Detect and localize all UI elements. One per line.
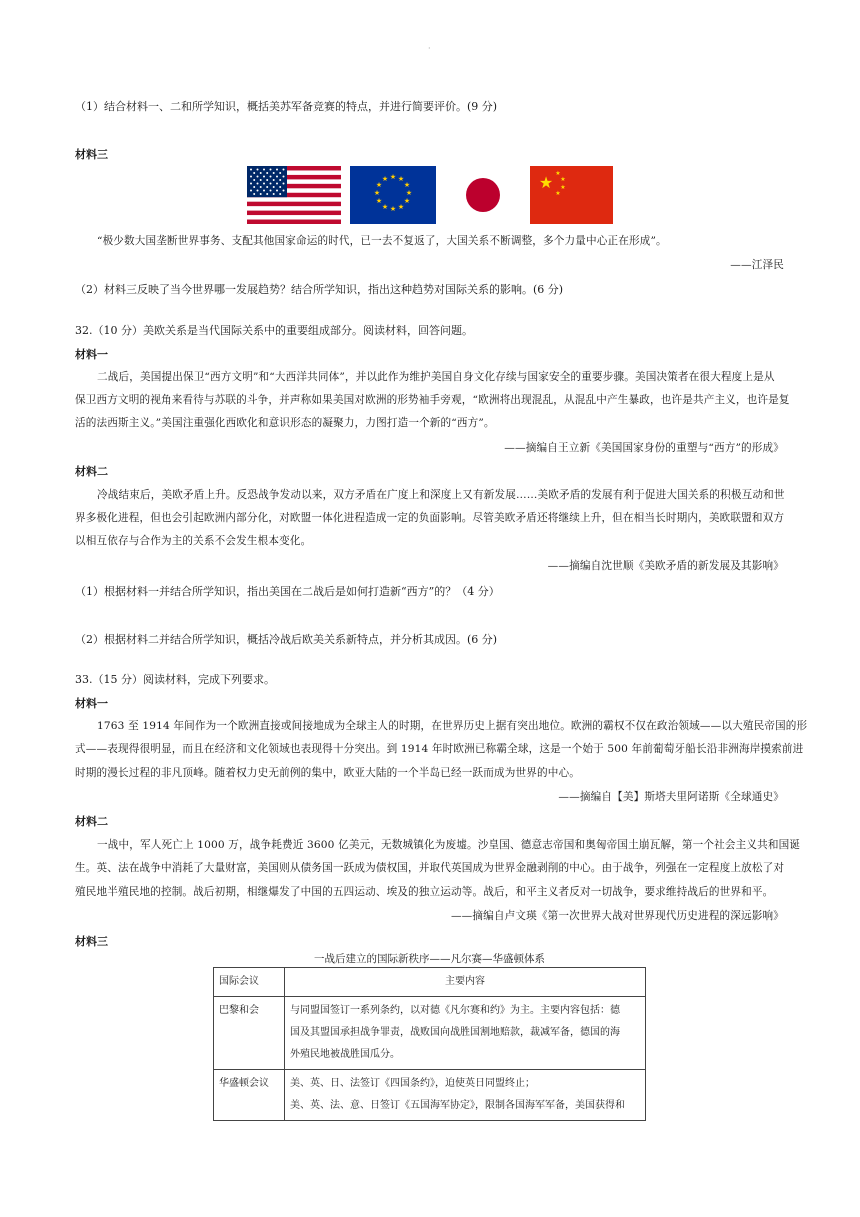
q31-quote-source: ——江泽民 bbox=[730, 259, 784, 271]
svg-text:★: ★ bbox=[381, 203, 389, 211]
table-cell-line: 美、英、日、法签订《四国条约》，迫使英日同盟终止； bbox=[290, 1078, 535, 1089]
q32-m1-line: 活的法西斯主义。”美国注重强化西欧化和意识形态的凝聚力，力图打造一个新的“西方”。 bbox=[75, 417, 495, 429]
table-cell-conference: 巴黎和会 bbox=[214, 997, 285, 1070]
table-header-row bbox=[214, 968, 646, 997]
q33-m1-line: 1763 至 1914 年间作为一个欧洲直接或间接地成为全球主人的时期，在世界历史上据有突出地位。欧洲的霸权不仅在政治领域——以大殖民帝国的形 bbox=[97, 720, 808, 732]
table-cell-line: 与同盟国签订一系列条约，以对德《凡尔赛和约》为主。主要内容包括：德 bbox=[290, 1005, 620, 1016]
svg-text:★: ★ bbox=[373, 189, 381, 197]
china-flag-icon bbox=[530, 166, 613, 224]
svg-text:★: ★ bbox=[389, 205, 397, 213]
table-title: 一战后建立的国际新秩序——凡尔赛—华盛顿体系 bbox=[314, 953, 545, 965]
q33-m2-line: 生。英、法在战争中消耗了大量财富，美国则从债务国一跃成为债权国，并取代英国成为世界金融剥削的中心。由于战争，列强在一定程度上放松了对 bbox=[75, 862, 785, 874]
q32-intro: 32.（10 分）美欧关系是当代国际关系中的重要组成部分。阅读材料，回答问题。 bbox=[75, 324, 473, 337]
q32-m1-label: 材料一 bbox=[75, 348, 108, 361]
svg-text:★: ★ bbox=[375, 197, 383, 205]
svg-text:★: ★ bbox=[555, 190, 561, 197]
q32-m2-source: ——摘编自沈世顺《美欧矛盾的新发展及其影响》 bbox=[547, 560, 784, 572]
svg-text:★: ★ bbox=[375, 181, 383, 189]
table-cell-conference: 华盛顿会议 bbox=[214, 1070, 285, 1121]
svg-text:★: ★ bbox=[560, 184, 566, 191]
table-cell-line: 美、英、法、意、日签订《五国海军协定》，限制各国海军军备，美国获得和 bbox=[290, 1100, 625, 1111]
q33-m2-label: 材料二 bbox=[75, 815, 108, 828]
q33-m1-line: 式——表现得很明显，而且在经济和文化领域也表现得十分突出。到 1914 年时欧洲已称霸全球，这是一个始于 500 年前葡萄牙船长沿非洲海岸摸索前进 bbox=[75, 743, 804, 755]
table-row bbox=[214, 1070, 646, 1121]
table-row bbox=[214, 997, 646, 1070]
svg-text:★: ★ bbox=[397, 175, 405, 183]
us-flag-icon bbox=[247, 166, 341, 224]
treaty-table bbox=[213, 967, 646, 1121]
table-header-cell: 主要内容 bbox=[285, 968, 646, 997]
table-cell-line: 国及其盟国承担战争罪责，战败国向战胜国割地赔款，裁减军备，德国的海 bbox=[290, 1027, 620, 1038]
q32-part1: （1）根据材料一并结合所学知识，指出美国在二战后是如何打造新“西方”的？（4 分） bbox=[75, 585, 500, 598]
table-cell-content bbox=[285, 997, 646, 1070]
q33-m1-label: 材料一 bbox=[75, 697, 108, 710]
table-header-cell: 国际会议 bbox=[214, 968, 285, 997]
q32-m1-line: 二战后，美国提出保卫“西方文明”和“大西洋共同体”，并以此作为维护美国自身文化存续与国家安全的重要步骤。美国决策者在很大程度上是从 bbox=[97, 371, 775, 383]
svg-text:★: ★ bbox=[403, 181, 411, 189]
q31-part2: （2）材料三反映了当今世界哪一发展趋势？结合所学知识，指出这种趋势对国际关系的影响。(6 分) bbox=[75, 283, 564, 296]
eu-flag-icon bbox=[350, 166, 436, 224]
svg-text:★: ★ bbox=[560, 176, 566, 183]
header-mark: · bbox=[428, 44, 431, 53]
q31-quote: “极少数大国垄断世界事务、支配其他国家命运的时代，已一去不复返了，大国关系不断调整，多个力量中心正在形成”。 bbox=[97, 235, 667, 247]
q31-part1: （1）结合材料一、二和所学知识，概括美苏军备竞赛的特点，并进行简要评价。(9 分) bbox=[75, 100, 498, 113]
svg-text:★: ★ bbox=[389, 173, 397, 181]
q33-intro: 33.（15 分）阅读材料，完成下列要求。 bbox=[75, 673, 275, 686]
q33-m2-line: 一战中，军人死亡上 1000 万，战争耗费近 3600 亿美元，无数城镇化为废墟。沙皇国、德意志帝国和奥匈帝国土崩瓦解，第一个社会主义共和国诞 bbox=[97, 839, 801, 851]
q32-part2: （2）根据材料二并结合所学知识，概括冷战后欧美关系新特点，并分析其成因。(6 分) bbox=[75, 633, 498, 646]
japan-flag-icon bbox=[447, 163, 519, 227]
svg-text:★: ★ bbox=[555, 170, 561, 177]
svg-text:★: ★ bbox=[403, 197, 411, 205]
q32-m2-line: 以相互依存与合作为主的关系不会发生根本变化。 bbox=[75, 535, 312, 547]
q32-m2-line: 界多极化进程，但也会引起欧洲内部分化，对欧盟一体化进程造成一定的负面影响。尽管美欧矛盾还将继续上升，但在相当长时期内，美欧联盟和双方 bbox=[75, 512, 785, 524]
q33-m3-label: 材料三 bbox=[75, 935, 108, 948]
svg-text:★: ★ bbox=[538, 173, 554, 192]
q33-m1-line: 时期的漫长过程的非凡顶峰。随着权力史无前例的集中，欧亚大陆的一个半岛已经一跃而成为世界的中心。 bbox=[75, 767, 580, 779]
q32-m1-source: ——摘编自王立新《美国国家身份的重塑与“西方”的形成》 bbox=[504, 442, 784, 454]
table-cell-line: 外殖民地被战胜国瓜分。 bbox=[290, 1049, 400, 1060]
q32-m2-label: 材料二 bbox=[75, 465, 108, 478]
q33-m1-source: ——摘编自【美】斯塔夫里阿诺斯《全球通史》 bbox=[558, 791, 784, 803]
q32-m1-line: 保卫西方文明的视角来看待与苏联的斗争，并声称如果美国对欧洲的形势袖手旁观，“欧洲将出现混乱，从混乱中产生暴政，也许是共产主义，也许是复 bbox=[75, 394, 790, 406]
q32-m2-line: 冷战结束后，美欧矛盾上升。反恐战争发动以来，双方矛盾在广度上和深度上又有新发展……美欧矛盾的发展有利于促进大国关系的积极互动和世 bbox=[97, 489, 785, 501]
q33-m2-source: ——摘编自卢文瑛《第一次世界大战对世界现代历史进程的深远影响》 bbox=[450, 910, 784, 922]
svg-text:★: ★ bbox=[381, 175, 389, 183]
table-cell-content bbox=[285, 1070, 646, 1121]
q31-material3-label: 材料三 bbox=[75, 148, 108, 161]
svg-text:★: ★ bbox=[397, 203, 405, 211]
svg-text:★: ★ bbox=[405, 189, 413, 197]
q33-m2-line: 殖民地半殖民地的控制。战后初期，相继爆发了中国的五四运动、埃及的独立运动等。战后，和平主义者反对一切战争，要求维持战后的世界和平。 bbox=[75, 886, 774, 898]
